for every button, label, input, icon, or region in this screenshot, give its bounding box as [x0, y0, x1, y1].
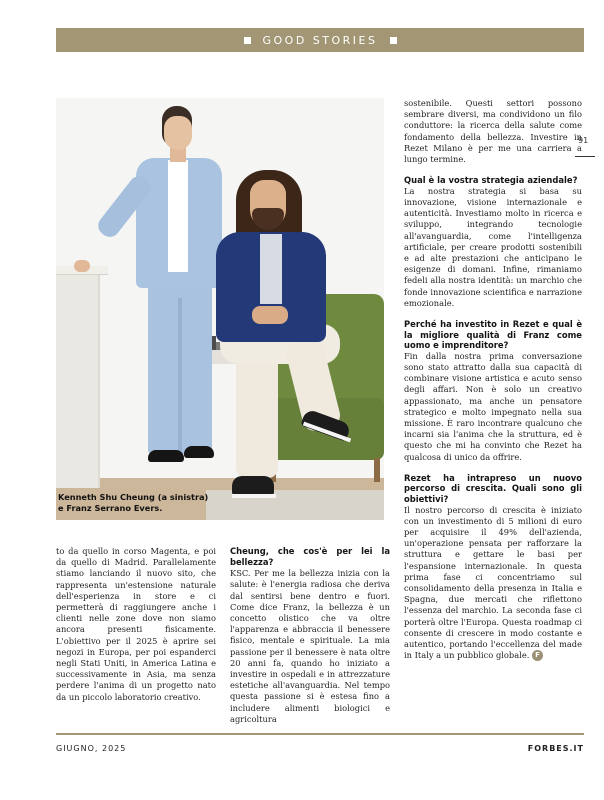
article-column-3 — [404, 98, 582, 661]
portrait-photo — [56, 98, 384, 520]
answer-growth-text: Il nostro percorso di crescita è iniziato con un investimento di 5 milioni di euro per acquisire il 49% dell'azienda, un'operazione pensata per rafforzare la struttura e gettare le basi per l'espansione internazionale. In questa prima fase ci concentriamo sul consolidamento della presenza in Italia e Spagna, due mercati che riflettono l'essenza del marchio. La seconda fase ci porterà oltre l'Europa. Questa roadmap ci consente di crescere in modo costante e autentico, portando l'eccellenza del made in Italy a un pubblico globale. — [404, 504, 582, 661]
answer-beauty: KSC. Per me la bellezza inizia con la salute: è l'energia radiosa che deriva dal sentirsi bene dentro e fuori. Come dice Franz, la bellezza è un concetto olistico che va oltre l'apparenza e abbraccia il benessere fisico, mentale e spirituale. La mia passione per il benessere è nata oltre 20 anni fa, quando ho iniziato a investire in ospedali e in attrezzature estetiche all'avanguardia. Nel tempo questa passione si è estesa fino a includere alimenti biologici e agricoltura — [230, 568, 390, 724]
column-3-intro: sostenibile. Questi settori possono sembrare diversi, ma condividono un filo conduttore: la ricerca della salute come fondamento della bellezza. Investire in Rezet Milano è per me una carriera a lungo termine. — [404, 98, 582, 165]
square-bullet-icon — [244, 37, 251, 44]
answer-strategy: La nostra strategia si basa su innovazione, visione internazionale e autenticità. Investiamo molto in ricerca e sviluppo, integrando tecnologie all'avanguardia, come l'intelligenza artificiale, per creare prodotti sostenibili e ad alte prestazioni che anticipano le esigenze di domani. Infine, rimaniamo fedeli alla nostra identità: un marchio che fonde innovazione scientifica e narrazione emozionale. — [404, 185, 582, 308]
article-column-2 — [230, 546, 390, 725]
caption-line-2: e Franz Serrano Evers. — [58, 502, 163, 513]
page-number: 91 — [578, 136, 589, 145]
question-growth: Rezet ha intrapreso un nuovo percorso di crescita. Quali sono gli obiettivi? — [404, 472, 582, 505]
question-strategy: Qual è la vostra strategia aziendale? — [404, 175, 578, 186]
article-column-1 — [56, 546, 216, 703]
question-beauty: Cheung, che cos'è per lei la bellezza? — [230, 546, 390, 567]
footer-rule — [56, 733, 584, 735]
section-banner — [56, 28, 584, 52]
footer-site: FORBES.IT — [527, 744, 584, 753]
end-mark-icon: F — [532, 650, 543, 661]
fireplace-illustration — [56, 268, 100, 488]
caption-line-1: Kenneth Shu Cheung (a sinistra) — [58, 492, 209, 502]
footer-issue-date: GIUGNO, 2025 — [56, 744, 127, 753]
answer-investment: Fin dalla nostra prima conversazione sono stato attratto dalla sua capacità di combinare visione artistica e acuto senso degli affari. Non è solo un creativo appassionato, ma anche un pensatore strategico e molto impegnato nella sua missione. È raro incontrare qualcuno che incarni sia l'anima che la struttura, ed è questo che mi ha convinto che Rezet ha qualcosa di unico da offrire. — [404, 350, 582, 462]
photo-caption — [58, 492, 358, 513]
column-1-paragraph: to da quello in corso Magenta, e poi da quello di Madrid. Parallelamente stiamo lanciando il nuovo sito, che rappresenta un'estensione naturale dell'esperienza in store e ci permetterà di raggiungere anche i clienti nelle zone dove non siamo ancora presenti fisicamente. L'obiettivo per il 2025 è aprire sei negozi in Europa, per poi espanderci negli Stati Uniti, in America Latina e successivamente in Asia, ma senza perdere l'anima di un progetto nato da un piccolo laboratorio creativo. — [56, 546, 216, 702]
answer-growth — [404, 505, 582, 662]
question-investment: Perché ha investito in Rezet e qual è la migliore qualità di Franz come uomo e imprenditore? — [404, 319, 582, 351]
section-title: GOOD STORIES — [262, 33, 378, 47]
square-bullet-icon — [390, 37, 397, 44]
person-right-illustration — [236, 348, 278, 478]
